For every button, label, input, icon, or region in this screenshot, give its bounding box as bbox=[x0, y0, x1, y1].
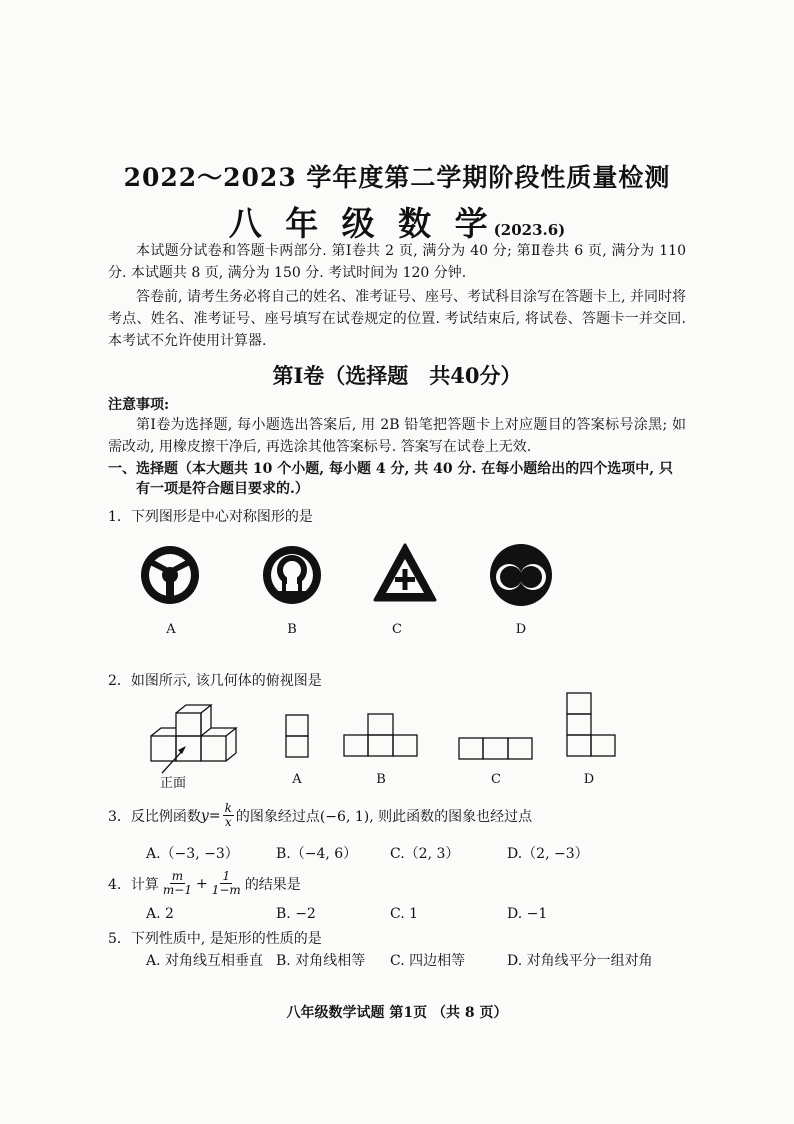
q5-option-d: D. 对角线平分一组对角 bbox=[507, 953, 653, 969]
q5-option-a: A. 对角线互相垂直 bbox=[146, 953, 264, 969]
q1-figure-d-yin-yang-icon bbox=[488, 542, 554, 608]
q3-text-a: 反比例函数 bbox=[130, 808, 201, 825]
q4-fraction-1-numerator: m bbox=[171, 869, 184, 883]
notes-title: 注意事项: bbox=[108, 397, 170, 413]
q4-fraction-2-denominator: 1−m bbox=[211, 883, 241, 897]
q1-figure-c-triangle-plus-icon bbox=[373, 543, 437, 603]
q5-stem: 5．下列性质中, 是矩形的性质的是 bbox=[108, 931, 322, 947]
notes-text: 第Ⅰ卷为选择题, 每小题选出答案后, 用 2B 铅笔把答题卡上对应题目的答案标号涂黑; 如需改动, 用橡皮擦干净后, 再选涂其他答案标号. 答案写在试卷上无效. bbox=[108, 417, 686, 455]
q3-y-equals: y= bbox=[200, 807, 221, 824]
q3-stem bbox=[108, 802, 532, 829]
intro-paragraph-2: 答卷前, 请考生务必将自己的姓名、准考证号、座号、考试科目涂写在答题卡上, 并同时将考点、姓名、准考证号、座号填写在试卷规定的位置. 考试结束后, 将试卷、答题卡一并交回. 本考试不允许使用计算器. bbox=[108, 289, 686, 349]
q2-label-a: A bbox=[292, 772, 302, 787]
part-title-line-2: 有一项是符合题目要求的.） bbox=[136, 481, 309, 497]
q2-option-c-figure bbox=[458, 737, 534, 760]
section-title: 第Ⅰ卷（选择题 共40分） bbox=[272, 363, 522, 388]
q2-stem: 2．如图所示, 该几何体的俯视图是 bbox=[108, 673, 322, 689]
subject-title: 八 年 级 数 学 bbox=[228, 204, 494, 243]
q2-label-d: D bbox=[583, 772, 595, 787]
q1-label-d: D bbox=[515, 622, 527, 637]
q5-option-c: C. 四边相等 bbox=[390, 953, 466, 969]
q4-number: 4． bbox=[108, 876, 131, 893]
q2-option-b-figure bbox=[343, 713, 419, 757]
q1-label-b: B bbox=[287, 622, 297, 637]
q3-fraction bbox=[223, 802, 234, 829]
q1-figure-a-steering-wheel-icon bbox=[138, 543, 202, 607]
q4-fraction-2 bbox=[210, 870, 243, 897]
exam-date: (2023.6) bbox=[493, 221, 566, 239]
q1-stem: 1．下列图形是中心对称图形的是 bbox=[108, 509, 313, 525]
q3-number: 3． bbox=[108, 808, 131, 825]
q4-plus: + bbox=[196, 875, 208, 892]
q3-option-d: D.（2, −3） bbox=[507, 846, 589, 862]
q2-option-d-figure bbox=[566, 692, 618, 758]
q2-front-label: 正面 bbox=[160, 776, 187, 791]
q4-stem bbox=[108, 870, 301, 897]
q4-option-c: C. 1 bbox=[390, 906, 419, 922]
q2-option-a-figure bbox=[285, 714, 309, 758]
q3-text-b: 的图象经过点(−6, 1), 则此函数的图象也经过点 bbox=[235, 808, 533, 825]
q4-fraction-2-numerator: 1 bbox=[222, 869, 231, 883]
part-title-line-1: 一、选择题（本大题共 10 个小题, 每小题 4 分, 共 40 分. 在每小题给出的四个选项中, 只 bbox=[108, 461, 673, 477]
q2-label-b: B bbox=[376, 772, 386, 787]
q4-text-a: 计算 bbox=[130, 876, 159, 893]
q4-option-d: D. −1 bbox=[507, 906, 548, 922]
q4-text-b: 的结果是 bbox=[244, 876, 301, 893]
q3-option-a: A.（−3, −3） bbox=[146, 846, 239, 862]
q1-label-a: A bbox=[166, 622, 176, 637]
q3-fraction-denominator: x bbox=[224, 815, 232, 829]
q4-fraction-1-denominator: m−1 bbox=[162, 883, 192, 897]
q5-option-b: B. 对角线相等 bbox=[276, 953, 366, 969]
q4-option-a: A. 2 bbox=[146, 906, 174, 922]
exam-subtitle bbox=[0, 198, 794, 245]
q4-fraction-1 bbox=[161, 870, 194, 897]
q3-option-b: B.（−4, 6） bbox=[276, 846, 358, 862]
q3-fraction-numerator: k bbox=[224, 801, 232, 815]
q1-label-c: C bbox=[392, 622, 402, 637]
page-footer: 八年级数学试题 第1页 （共 8 页） bbox=[286, 1005, 508, 1021]
exam-title: 2022～2023 学年度第二学期阶段性质量检测 bbox=[123, 163, 671, 192]
q1-figure-b-railway-logo-icon bbox=[262, 543, 322, 607]
q3-option-c: C.（2, 3） bbox=[390, 846, 460, 862]
q2-label-c: C bbox=[491, 772, 501, 787]
intro-paragraph-1: 本试题分试卷和答题卡两部分. 第Ⅰ卷共 2 页, 满分为 40 分; 第Ⅱ卷共 6 页, 满分为 110分. 本试题共 8 页, 满分为 150 分. 考试时间为 120 分钟. bbox=[108, 243, 686, 281]
q4-option-b: B. −2 bbox=[276, 906, 316, 922]
